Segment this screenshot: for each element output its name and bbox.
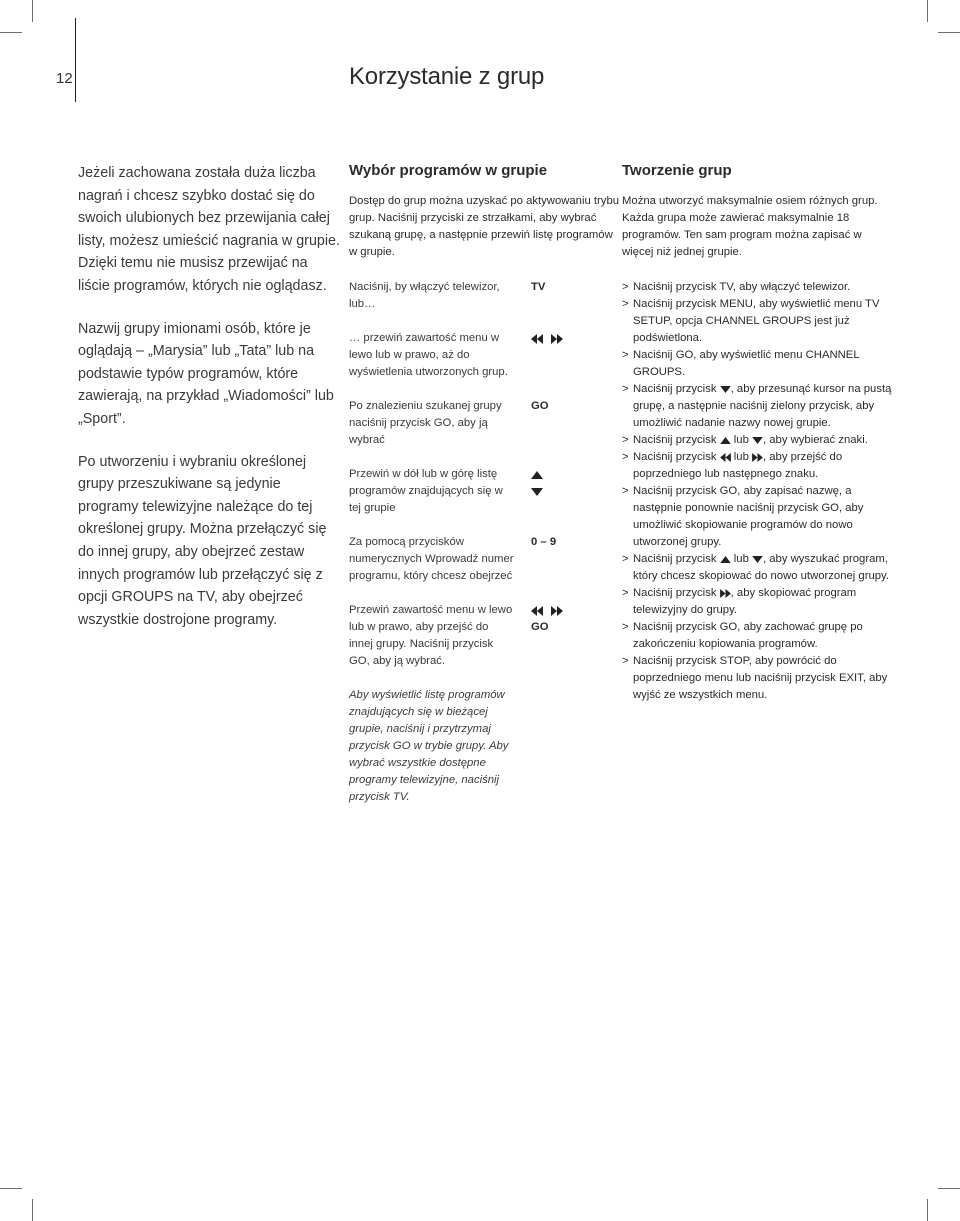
step-part: Naciśnij przycisk (633, 451, 717, 463)
intro-paragraph: Jeżeli zachowana została duża liczba nagrań i chcesz szybko dostać się do swoich ulubionych bez przewijania całej listy, możesz umieścić nagrania w grupie. Dzięki temu nie musisz przewijać na liście programów, których nie oglądasz. (78, 165, 340, 294)
creation-step (622, 449, 892, 483)
selection-step (349, 279, 614, 313)
creation-step: > Naciśnij przycisk GO, aby zapisać nazwę, a następnie ponownie naciśnij przycisk GO, aby umożliwić skopiowanie programów do nowo utworzonej grupy. (622, 483, 892, 551)
step-part: Naciśnij przycisk (633, 553, 717, 565)
creation-step: > Naciśnij przycisk TV, aby włączyć telewizor. (622, 279, 892, 296)
step-key-icons (531, 466, 611, 500)
step-key-icons (531, 602, 611, 636)
page-title: Korzystanie z grup (349, 63, 545, 90)
up-arrow-icon (531, 471, 543, 479)
creation-step (622, 585, 892, 619)
right-fast-arrow-icon (551, 334, 563, 344)
creation-step: > Naciśnij przycisk STOP, aby powrócić do poprzedniego menu lub naciśnij przycisk EXIT, aby wyjść ze wszystkich menu. (622, 653, 892, 704)
creation-heading: Tworzenie grup (622, 162, 732, 179)
selection-section (349, 162, 620, 806)
step-text: Naciśnij, by włączyć telewizor, lub… (349, 281, 500, 310)
intro-column (78, 162, 340, 651)
step-text: Przewiń zawartość menu w lewo lub w prawo, aby przejść do innej grupy. Naciśnij przycisk GO, aby ją wybrać. (349, 604, 513, 667)
selection-note: Aby wyświetlić listę programów znajdujących się w bieżącej grupie, naciśnij i przytrzymaj przycisk GO w trybie grupy. Aby wybrać wszystkie dostępne programy telewizyjne, naciśnij przycisk TV. (349, 689, 509, 803)
page-number: 12 (56, 70, 73, 87)
step-key: TV (531, 281, 546, 293)
intro-paragraph: Po utworzeniu i wybraniu określonej grupy przeszukiwane są jedynie programy telewizyjne należące do tej określonej grupy. Można przełączyć się do innej grupy, aby obejrzeć zestaw innych programów lub przełączyć się z opcji GROUPS na TV, aby obejrzeć wszystkie dostrojone programy. (78, 453, 327, 628)
creation-step: > Naciśnij przycisk GO, aby zachować grupę po zakończeniu kopiowania programów. (622, 619, 892, 653)
creation-section (622, 162, 892, 704)
crop-mark-top-right-h (938, 32, 960, 33)
selection-step (349, 602, 614, 670)
step-part: lub (733, 451, 749, 463)
selection-intro: Dostęp do grup można uzyskać po aktywowaniu trybu grup. Naciśnij przyciski ze strzałkami, aby wybrać szukaną grupę, a następnie przewiń listę programów w grupie. (349, 195, 620, 258)
right-fast-arrow-icon (752, 453, 763, 462)
up-arrow-icon (720, 556, 731, 563)
crop-mark-bottom-right (927, 1199, 928, 1221)
left-fast-arrow-icon (531, 334, 543, 344)
step-text: … przewiń zawartość menu w lewo lub w prawo, aż do wyświetlenia utworzonych grup. (349, 332, 508, 378)
selection-step (349, 466, 614, 517)
step-text: Po znalezieniu szukanej grupy naciśnij przycisk GO, aby ją wybrać (349, 400, 502, 446)
down-arrow-icon (752, 437, 763, 444)
down-arrow-icon (720, 386, 731, 393)
right-fast-arrow-icon (551, 606, 563, 616)
right-fast-arrow-icon (720, 589, 731, 598)
creation-steps (622, 279, 892, 704)
step-part: , aby wybierać znaki. (763, 434, 868, 446)
crop-mark-bottom-left-h (0, 1188, 22, 1189)
step-part: , aby skopiować program telewizyjny do grupy. (633, 587, 857, 616)
crop-mark-top-left (32, 0, 33, 22)
left-fast-arrow-icon (720, 453, 731, 462)
header-divider (75, 18, 76, 102)
creation-step (622, 381, 892, 432)
creation-step: > Naciśnij przycisk MENU, aby wyświetlić menu TV SETUP, opcja CHANNEL GROUPS jest już podświetlona. (622, 296, 892, 347)
step-text: Przewiń w dół lub w górę listę programów znajdujących się w tej grupie (349, 468, 503, 514)
step-key: 0 – 9 (531, 536, 557, 548)
step-part: Naciśnij przycisk (633, 383, 717, 395)
crop-mark-bottom-right-h (938, 1188, 960, 1189)
step-part: lub (733, 434, 749, 446)
left-fast-arrow-icon (531, 606, 543, 616)
crop-mark-top-left-h (0, 32, 22, 33)
selection-step (349, 534, 614, 585)
step-part: Naciśnij przycisk (633, 587, 717, 599)
step-text: Za pomocą przycisków numerycznych Wprowadź numer programu, który chcesz obejrzeć (349, 536, 514, 582)
step-part: Naciśnij przycisk (633, 434, 717, 446)
step-key-icons (531, 330, 611, 347)
step-part: , aby przejść do poprzedniego lub następnego znaku. (633, 451, 843, 480)
step-part: , aby wyszukać program, który chcesz skopiować do nowo utworzonej grupy. (633, 553, 889, 582)
up-arrow-icon (720, 437, 731, 444)
step-part: lub (733, 553, 749, 565)
selection-heading: Wybór programów w grupie (349, 162, 548, 179)
selection-step (349, 330, 614, 381)
down-arrow-icon (531, 488, 543, 496)
step-key: GO (531, 400, 549, 412)
crop-mark-bottom-left (32, 1199, 33, 1221)
step-part: , aby przesunąć kursor na pustą grupę, a następnie naciśnij zielony przycisk, aby umożliwić nadanie nazwy nowej grupie. (633, 383, 892, 429)
creation-step: > Naciśnij GO, aby wyświetlić menu CHANNEL GROUPS. (622, 347, 892, 381)
crop-mark-top-right (927, 0, 928, 22)
selection-step (349, 398, 614, 449)
down-arrow-icon (752, 556, 763, 563)
creation-step (622, 432, 892, 449)
step-key: GO (531, 621, 549, 633)
creation-intro: Można utworzyć maksymalnie osiem różnych grup. Każda grupa może zawierać maksymalnie 18 programów. Ten sam program można zapisać w więcej niż jednej grupie. (622, 195, 878, 258)
creation-step (622, 551, 892, 585)
intro-paragraph: Nazwij grupy imionami osób, które je oglądają – „Marysia” lub „Tata” lub na podstawie typów programów, które zawierają, na przykład „Wiadomości” lub „Sport”. (78, 320, 334, 427)
